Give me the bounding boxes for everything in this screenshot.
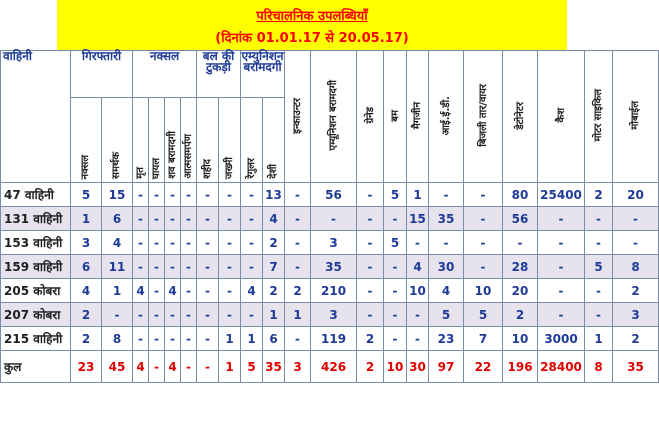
- table-cell: -: [102, 303, 133, 327]
- header-bomb: बम: [384, 51, 407, 183]
- table-cell: 2: [285, 279, 311, 303]
- table-cell: -: [285, 231, 311, 255]
- header-naxal-arrest: नक्सल: [71, 98, 102, 183]
- table-cell: 1: [71, 207, 102, 231]
- table-cell: 1: [585, 327, 613, 351]
- table-cell: 4: [429, 279, 464, 303]
- table-cell: -: [165, 183, 181, 207]
- table-cell: -: [181, 231, 197, 255]
- table-cell: -: [149, 231, 165, 255]
- total-cell: 10: [384, 351, 407, 383]
- header-group-bal-tukdi: बल की टुकड़ी: [197, 51, 241, 98]
- table-cell: -: [149, 207, 165, 231]
- table-cell: 2: [357, 327, 384, 351]
- table-cell: 11: [102, 255, 133, 279]
- table-cell: -: [165, 303, 181, 327]
- table-cell: -: [613, 207, 659, 231]
- total-cell: 35: [263, 351, 285, 383]
- table-cell: -: [181, 279, 197, 303]
- table-cell: -: [149, 183, 165, 207]
- table-cell: 7: [464, 327, 503, 351]
- table-cell: -: [133, 231, 149, 255]
- table-cell: -: [285, 327, 311, 351]
- total-cell: 4: [165, 351, 181, 383]
- title-banner: [57, 0, 567, 50]
- table-cell: 1: [102, 279, 133, 303]
- table-cell: -: [357, 231, 384, 255]
- table-cell: 5: [384, 183, 407, 207]
- table-cell: -: [149, 303, 165, 327]
- table-cell: 8: [102, 327, 133, 351]
- table-cell: -: [384, 303, 407, 327]
- table-cell: 4: [241, 279, 263, 303]
- table-cell: -: [464, 207, 503, 231]
- table-cell: -: [241, 303, 263, 327]
- table-cell: -: [384, 207, 407, 231]
- table-cell: -: [197, 231, 219, 255]
- total-cell: 35: [613, 351, 659, 383]
- table-cell: -: [464, 183, 503, 207]
- header-body-recovered: शव बरामदगी: [165, 98, 181, 183]
- table-cell: 2: [263, 279, 285, 303]
- table-cell: -: [613, 231, 659, 255]
- table-cell: 3: [311, 231, 357, 255]
- table-cell: -: [241, 183, 263, 207]
- table-body: [1, 183, 659, 351]
- total-cell: 2: [357, 351, 384, 383]
- table-cell: -: [219, 183, 241, 207]
- header-group-naxal: नक्सल: [133, 51, 197, 98]
- total-cell: 5: [241, 351, 263, 383]
- header-detonator: डेटोनेटर: [503, 51, 538, 183]
- table-cell: -: [133, 303, 149, 327]
- table-cell: -: [285, 183, 311, 207]
- table-cell: 2: [71, 327, 102, 351]
- table-cell: 56: [503, 207, 538, 231]
- header-group-ammo-recovery: एम्युनिशन बरामदगी: [241, 51, 285, 98]
- table-cell: 2: [71, 303, 102, 327]
- table-cell: 25400: [538, 183, 585, 207]
- total-cell: 426: [311, 351, 357, 383]
- total-cell: 196: [503, 351, 538, 383]
- table-cell: -: [219, 303, 241, 327]
- total-row: [1, 351, 659, 383]
- total-cell: -: [149, 351, 165, 383]
- header-injured-force: जख्मी: [219, 98, 241, 183]
- table-cell: 80: [503, 183, 538, 207]
- table-cell: 1: [241, 327, 263, 351]
- table-cell: 4: [102, 231, 133, 255]
- total-cell: 97: [429, 351, 464, 383]
- header-arms-recovery: एम्यूनिशन बरामदगी: [311, 51, 357, 183]
- table-cell: -: [241, 255, 263, 279]
- header-ied: आई.ई.डी.: [429, 51, 464, 183]
- table-cell: -: [464, 255, 503, 279]
- table-cell: 10: [407, 279, 429, 303]
- table-cell: -: [285, 255, 311, 279]
- total-cell: -: [197, 351, 219, 383]
- row-unit: 47 वाहिनी: [1, 183, 71, 207]
- table-cell: 1: [285, 303, 311, 327]
- total-cell: 3: [285, 351, 311, 383]
- table-cell: 30: [429, 255, 464, 279]
- table-cell: 5: [71, 183, 102, 207]
- table-cell: -: [538, 279, 585, 303]
- total-cell: 1: [219, 351, 241, 383]
- table-cell: 6: [102, 207, 133, 231]
- table-cell: 35: [311, 255, 357, 279]
- table-cell: 5: [464, 303, 503, 327]
- table-cell: -: [165, 231, 181, 255]
- table-cell: -: [181, 207, 197, 231]
- table-cell: 20: [613, 183, 659, 207]
- table-cell: 6: [71, 255, 102, 279]
- table-cell: -: [181, 255, 197, 279]
- table-cell: -: [429, 231, 464, 255]
- table-cell: 15: [407, 207, 429, 231]
- table-cell: 119: [311, 327, 357, 351]
- table-cell: 4: [133, 279, 149, 303]
- total-cell: 23: [71, 351, 102, 383]
- total-cell: 45: [102, 351, 133, 383]
- table-cell: -: [538, 207, 585, 231]
- table-cell: 4: [263, 207, 285, 231]
- table-cell: -: [219, 279, 241, 303]
- table-row: [1, 231, 659, 255]
- table-cell: 4: [71, 279, 102, 303]
- table-cell: -: [241, 207, 263, 231]
- header-desi: देशी: [263, 98, 285, 183]
- table-row: [1, 207, 659, 231]
- table-cell: -: [538, 255, 585, 279]
- table-cell: -: [357, 183, 384, 207]
- header-injured: घायल: [149, 98, 165, 183]
- header-supporter: समर्थक: [102, 98, 133, 183]
- table-cell: -: [464, 231, 503, 255]
- row-unit: 205 कोबरा: [1, 279, 71, 303]
- table-cell: 10: [503, 327, 538, 351]
- table-cell: -: [384, 255, 407, 279]
- table-cell: -: [149, 279, 165, 303]
- table-cell: 35: [429, 207, 464, 231]
- table-cell: 8: [613, 255, 659, 279]
- table-cell: -: [503, 231, 538, 255]
- table-cell: 5: [429, 303, 464, 327]
- table-cell: -: [197, 255, 219, 279]
- table-cell: 7: [263, 255, 285, 279]
- table-cell: -: [133, 255, 149, 279]
- header-grenade: ग्रेनेड: [357, 51, 384, 183]
- table-cell: -: [181, 183, 197, 207]
- table-cell: -: [384, 327, 407, 351]
- table-cell: 23: [429, 327, 464, 351]
- header-cash: कैश: [538, 51, 585, 183]
- table-cell: -: [407, 327, 429, 351]
- table-cell: -: [407, 303, 429, 327]
- table-cell: -: [181, 327, 197, 351]
- table-cell: 3: [71, 231, 102, 255]
- table-cell: -: [197, 303, 219, 327]
- table-cell: -: [357, 279, 384, 303]
- total-cell: 22: [464, 351, 503, 383]
- table-cell: -: [133, 207, 149, 231]
- table-cell: 20: [503, 279, 538, 303]
- total-cell: 30: [407, 351, 429, 383]
- table-cell: -: [241, 231, 263, 255]
- total-label: कुल: [1, 351, 71, 383]
- table-cell: -: [311, 207, 357, 231]
- table-cell: -: [538, 231, 585, 255]
- table-cell: 3: [613, 303, 659, 327]
- table-cell: -: [133, 183, 149, 207]
- table-row: [1, 255, 659, 279]
- header-magazine: मैगजीन: [407, 51, 429, 183]
- total-cell: 28400: [538, 351, 585, 383]
- table-cell: -: [407, 231, 429, 255]
- table-cell: 56: [311, 183, 357, 207]
- header-group-arrest: गिरफ्तारी: [71, 51, 133, 98]
- table-cell: 3: [311, 303, 357, 327]
- table-cell: -: [197, 183, 219, 207]
- table-cell: 13: [263, 183, 285, 207]
- row-unit: 153 वाहिनी: [1, 231, 71, 255]
- row-unit: 131 वाहिनी: [1, 207, 71, 231]
- table-row: [1, 183, 659, 207]
- table-cell: 2: [613, 327, 659, 351]
- table-cell: 5: [585, 255, 613, 279]
- table-row: [1, 303, 659, 327]
- table-cell: -: [197, 207, 219, 231]
- table-cell: 1: [219, 327, 241, 351]
- table-cell: 2: [613, 279, 659, 303]
- table-cell: -: [197, 327, 219, 351]
- table-cell: 10: [464, 279, 503, 303]
- header-encounter: इन्काउन्टर: [285, 51, 311, 183]
- table-cell: 1: [407, 183, 429, 207]
- table-cell: 1: [263, 303, 285, 327]
- header-martyr: शहीद: [197, 98, 219, 183]
- table-cell: -: [538, 303, 585, 327]
- table-cell: 6: [263, 327, 285, 351]
- table-cell: 2: [585, 183, 613, 207]
- table-cell: 15: [102, 183, 133, 207]
- table-cell: -: [357, 255, 384, 279]
- table-cell: 4: [407, 255, 429, 279]
- header-mobile: मोबाईल: [613, 51, 659, 183]
- table-cell: -: [585, 231, 613, 255]
- header-wire: बिजली तार/वायर: [464, 51, 503, 183]
- table-cell: -: [165, 255, 181, 279]
- table-cell: -: [219, 207, 241, 231]
- header-unit: वाहिनी: [1, 51, 71, 183]
- total-cell: 8: [585, 351, 613, 383]
- table-cell: 5: [384, 231, 407, 255]
- total-cell: 4: [133, 351, 149, 383]
- table-cell: -: [219, 231, 241, 255]
- table-cell: -: [149, 255, 165, 279]
- header-surrender: आत्मसमर्पण: [181, 98, 197, 183]
- table-row: [1, 279, 659, 303]
- row-unit: 215 वाहिनी: [1, 327, 71, 351]
- table-cell: -: [219, 255, 241, 279]
- row-unit: 159 वाहिनी: [1, 255, 71, 279]
- table-cell: 28: [503, 255, 538, 279]
- date-range: (दिनांक 01.01.17 से 20.05.17): [215, 31, 409, 46]
- table-cell: -: [181, 303, 197, 327]
- table-cell: -: [357, 303, 384, 327]
- header-dead: मृत: [133, 98, 149, 183]
- table-cell: -: [197, 279, 219, 303]
- table-cell: 210: [311, 279, 357, 303]
- header-regular: रेगुलर: [241, 98, 263, 183]
- table-cell: -: [585, 303, 613, 327]
- page-title: परिचालनिक उपलब्धियाँ: [256, 9, 368, 24]
- table-cell: -: [429, 183, 464, 207]
- table-cell: 4: [165, 279, 181, 303]
- table-row: [1, 327, 659, 351]
- achievements-table: [0, 50, 659, 383]
- table-cell: -: [384, 279, 407, 303]
- header-motorcycle: मोटर साइकिल: [585, 51, 613, 183]
- table-cell: -: [133, 327, 149, 351]
- table-cell: -: [149, 327, 165, 351]
- table-cell: -: [357, 207, 384, 231]
- table-cell: 3000: [538, 327, 585, 351]
- total-cell: -: [181, 351, 197, 383]
- table-cell: -: [585, 279, 613, 303]
- table-cell: -: [285, 207, 311, 231]
- row-unit: 207 कोबरा: [1, 303, 71, 327]
- table-cell: 2: [263, 231, 285, 255]
- table-cell: -: [165, 207, 181, 231]
- table-cell: 2: [503, 303, 538, 327]
- table-cell: -: [165, 327, 181, 351]
- table-cell: -: [585, 207, 613, 231]
